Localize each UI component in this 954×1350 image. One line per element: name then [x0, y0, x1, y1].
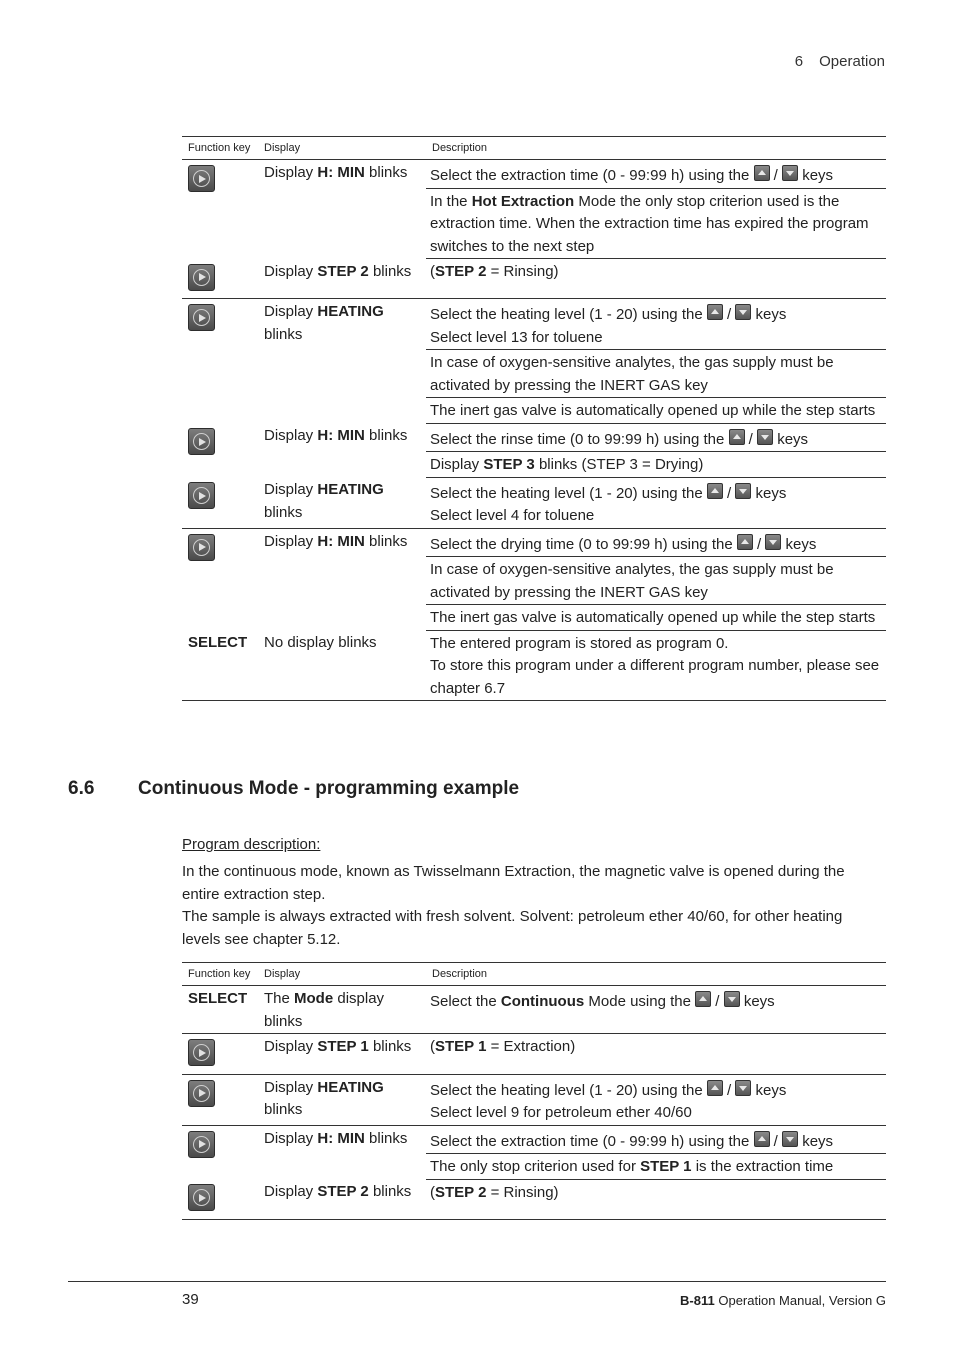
- description-cell: Select the heating level (1 - 20) using the / keys Select level 13 for toluene: [430, 306, 787, 346]
- table-row: [182, 986, 886, 1034]
- table-header-row: [182, 137, 886, 160]
- play-arrow-key-icon: [188, 534, 215, 561]
- table-row: [182, 528, 886, 557]
- section-title: Continuous Mode - programming example: [138, 778, 520, 799]
- description-cell: (STEP 1 = Extraction): [426, 1034, 886, 1075]
- table-row: [182, 160, 886, 189]
- key-cell: [182, 1034, 258, 1075]
- header-function-key: Function key: [182, 137, 258, 160]
- running-header: [795, 53, 885, 70]
- table-row: [182, 259, 886, 299]
- display-cell: Display STEP 2 blinks: [258, 259, 426, 299]
- arrow-down-key-icon: [782, 165, 798, 181]
- header-display: Display: [258, 137, 426, 160]
- arrow-up-key-icon: [754, 165, 770, 181]
- arrow-down-key-icon: [735, 304, 751, 320]
- description-cell: The only stop criterion used for STEP 1 is the extraction time: [426, 1154, 886, 1180]
- header-function-key: Function key: [182, 963, 258, 986]
- chapter-number: 6: [794, 53, 804, 70]
- program-description-label: Program description:: [182, 836, 321, 853]
- function-table-continuous-mode: [182, 962, 886, 1220]
- description-cell: Select the heating level (1 - 20) using the / keys Select level 9 for petroleum ether 40/60: [426, 1074, 886, 1125]
- table-row: [182, 299, 886, 350]
- description-cell: In case of oxygen-sensitive analytes, the gas supply must be activated by pressing the INERT GAS key: [426, 350, 886, 398]
- description-cell: The inert gas valve is automatically opened up while the step starts: [426, 605, 886, 631]
- arrow-up-key-icon: [695, 991, 711, 1007]
- program-description-paragraph: In the continuous mode, known as Twisselmann Extraction, the magnetic valve is opened during the entire extraction step.: [182, 863, 845, 903]
- key-cell: [182, 423, 258, 477]
- play-arrow-key-icon: [188, 1039, 215, 1066]
- key-cell: [182, 477, 258, 528]
- play-arrow-key-icon: [188, 264, 215, 291]
- arrow-up-key-icon: [707, 483, 723, 499]
- display-cell: Display HEATING blinks: [264, 303, 384, 343]
- display-cell: Display H: MIN blinks: [264, 1129, 408, 1147]
- description-cell: The inert gas valve is automatically opened up while the step starts: [426, 398, 886, 424]
- display-cell: Display HEATING blinks: [258, 477, 426, 528]
- function-table-hot-extraction: [182, 136, 886, 701]
- key-cell: [182, 1074, 258, 1125]
- description-cell: Display STEP 3 blinks (STEP 3 = Drying): [426, 452, 886, 478]
- key-cell: [182, 299, 258, 424]
- display-cell: Display H: MIN blinks: [264, 427, 408, 444]
- arrow-up-key-icon: [737, 534, 753, 550]
- arrow-down-key-icon: [765, 534, 781, 550]
- table-row: [182, 423, 886, 452]
- table-row: [182, 477, 886, 528]
- description-cell: Select the drying time (0 to 99:99 h) using the / keys: [430, 535, 817, 553]
- play-arrow-key-icon: [188, 1131, 215, 1158]
- description-cell: The entered program is stored as program 0. To store this program under a different program number, please see chapter 6.7: [426, 630, 886, 701]
- description-cell: Select the extraction time (0 - 99:99 h) using the / keys: [430, 167, 834, 184]
- arrow-down-key-icon: [724, 991, 740, 1007]
- play-arrow-key-icon: [188, 1080, 215, 1107]
- section-number: 6.6: [68, 778, 95, 799]
- header-description: Description: [426, 963, 886, 986]
- display-cell: Display H: MIN blinks: [264, 532, 408, 550]
- display-cell: The Mode display blinks: [258, 986, 426, 1034]
- arrow-down-key-icon: [735, 483, 751, 499]
- table-header-row: [182, 963, 886, 986]
- select-key-label: SELECT: [182, 630, 258, 701]
- table-row: [182, 1034, 886, 1075]
- table-row: [182, 1179, 886, 1219]
- key-cell: [182, 1125, 258, 1179]
- play-arrow-key-icon: [188, 482, 215, 509]
- table-row: [182, 1074, 886, 1125]
- manual-title: B-811 Operation Manual, Version G: [680, 1293, 886, 1308]
- header-display: Display: [258, 963, 426, 986]
- section-heading: [68, 778, 519, 800]
- description-cell: Select the extraction time (0 - 99:99 h) using the / keys: [430, 1132, 834, 1150]
- description-cell: In case of oxygen-sensitive analytes, the gas supply must be activated by pressing the INERT GAS key: [426, 557, 886, 605]
- key-cell: [182, 160, 258, 259]
- arrow-down-key-icon: [782, 1131, 798, 1147]
- key-cell: [182, 528, 258, 630]
- description-cell: Select the Continuous Mode using the / keys: [426, 986, 886, 1034]
- key-cell: [182, 1179, 258, 1219]
- arrow-up-key-icon: [729, 429, 745, 445]
- display-cell: Display STEP 1 blinks: [258, 1034, 426, 1075]
- display-cell: Display HEATING blinks: [258, 1074, 426, 1125]
- footer-divider: [68, 1281, 886, 1282]
- page-number: 39: [182, 1291, 199, 1308]
- play-arrow-key-icon: [188, 165, 215, 192]
- table-row: [182, 1125, 886, 1154]
- arrow-up-key-icon: [707, 304, 723, 320]
- play-arrow-key-icon: [188, 428, 215, 455]
- play-arrow-key-icon: [188, 304, 215, 331]
- arrow-up-key-icon: [754, 1131, 770, 1147]
- program-description-paragraph: The sample is always extracted with fresh solvent. Solvent: petroleum ether 40/60, for other heating levels see chapter 5.12.: [182, 908, 843, 948]
- arrow-down-key-icon: [757, 429, 773, 445]
- description-cell: Select the rinse time (0 to 99:99 h) using the / keys: [430, 430, 809, 448]
- key-cell: [182, 259, 258, 299]
- display-cell: Display H: MIN blinks: [264, 164, 408, 181]
- description-cell: (STEP 2 = Rinsing): [426, 259, 886, 299]
- header-description: Description: [426, 137, 886, 160]
- play-arrow-key-icon: [188, 1184, 215, 1211]
- chapter-title: Operation: [819, 53, 885, 70]
- description-cell: In the Hot Extraction Mode the only stop criterion used is the extraction time. When the extraction time has expired the program switches to the next step: [426, 188, 886, 259]
- arrow-up-key-icon: [707, 1080, 723, 1096]
- select-key-label: SELECT: [182, 986, 258, 1034]
- display-cell: Display STEP 2 blinks: [258, 1179, 426, 1219]
- display-cell: No display blinks: [258, 630, 426, 701]
- description-cell: Select the heating level (1 - 20) using the / keys Select level 4 for toluene: [426, 477, 886, 528]
- description-cell: (STEP 2 = Rinsing): [426, 1179, 886, 1219]
- arrow-down-key-icon: [735, 1080, 751, 1096]
- table-row: [182, 630, 886, 701]
